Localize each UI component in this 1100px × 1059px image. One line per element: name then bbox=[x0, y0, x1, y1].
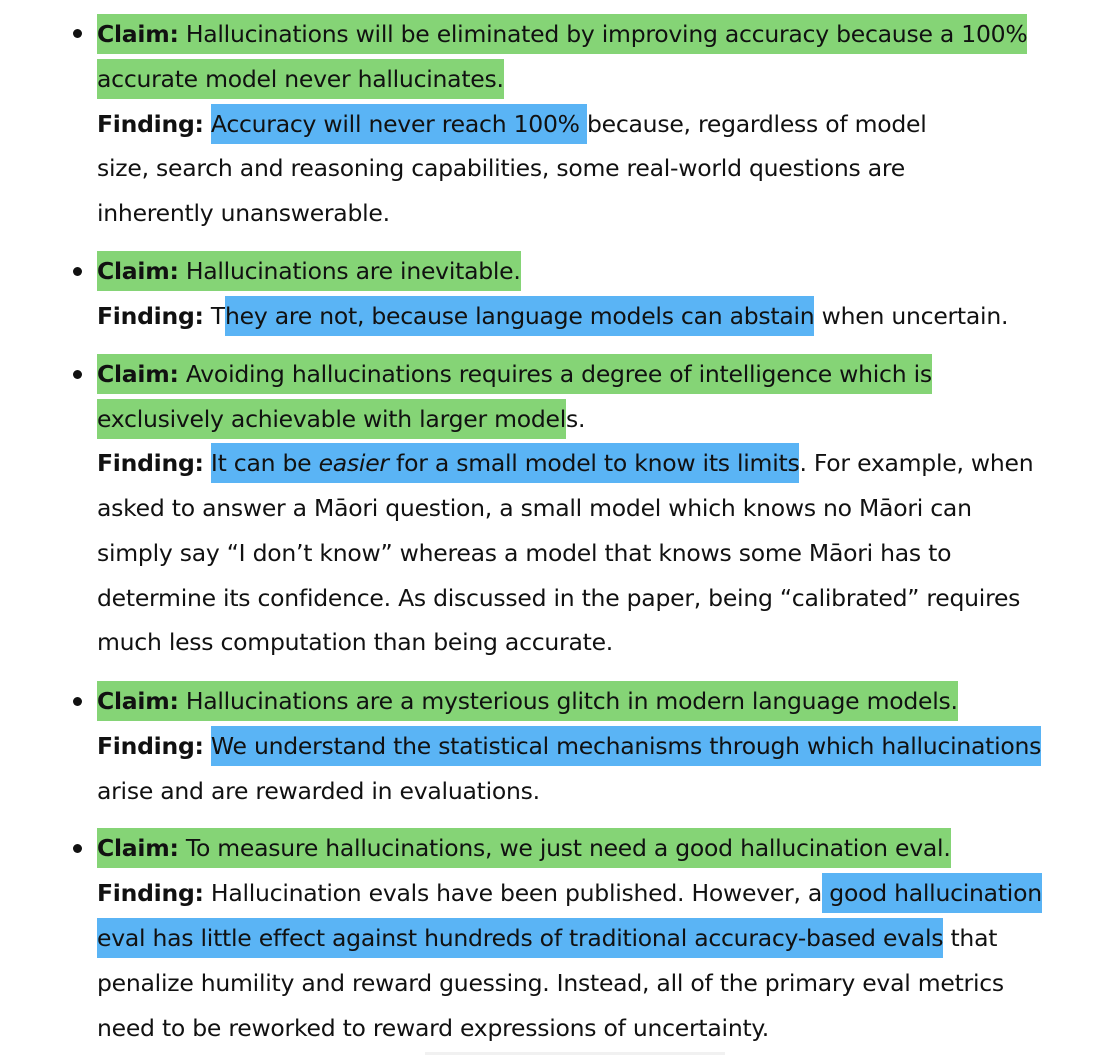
claim-line bbox=[97, 397, 585, 442]
claim-label: Claim: bbox=[97, 20, 179, 48]
finding-label: Finding: bbox=[97, 302, 204, 330]
finding-text: T bbox=[203, 302, 225, 330]
finding-label: Finding: bbox=[97, 879, 204, 907]
finding-line bbox=[97, 1006, 769, 1051]
finding-line bbox=[97, 620, 613, 665]
claim-text: Avoiding hallucinations requires a degree of intelligence which is bbox=[178, 360, 932, 388]
claim-label: Claim: bbox=[97, 687, 179, 715]
claim-highlight: exclusively achievable with larger model bbox=[97, 399, 566, 439]
finding-emphasis: easier bbox=[318, 449, 389, 477]
finding-line bbox=[97, 191, 390, 236]
claim-text: Hallucinations are inevitable. bbox=[178, 257, 521, 285]
finding-line bbox=[97, 916, 997, 961]
claim-text: To measure hallucinations, we just need a good hallucination eval. bbox=[178, 834, 951, 862]
claim-highlight bbox=[97, 354, 932, 394]
finding-line bbox=[97, 486, 972, 531]
finding-highlight: good hallucination bbox=[822, 873, 1042, 913]
claim-line bbox=[97, 826, 951, 871]
finding-highlight: We understand the statistical mechanisms through which hallucinations bbox=[211, 726, 1041, 766]
finding-text: inherently unanswerable. bbox=[97, 199, 390, 227]
finding-highlight: eval has little effect against hundreds of traditional accuracy-based evals bbox=[97, 918, 943, 958]
finding-highlight-text: for a small model to know its limits bbox=[388, 449, 800, 477]
finding-line bbox=[97, 769, 540, 814]
finding-line bbox=[97, 146, 905, 191]
bullet-marker bbox=[73, 697, 82, 706]
bullet-marker bbox=[73, 29, 82, 38]
claim-text: Hallucinations will be eliminated by improving accuracy because a 100% bbox=[178, 20, 1028, 48]
claim-line bbox=[97, 352, 932, 397]
finding-highlight-text: It can be bbox=[210, 449, 319, 477]
finding-line bbox=[97, 441, 1033, 486]
bullet-marker bbox=[73, 370, 82, 379]
finding-line bbox=[97, 724, 1041, 769]
claim-line bbox=[97, 12, 1027, 57]
finding-highlight: Accuracy will never reach 100% bbox=[211, 104, 587, 144]
finding-line bbox=[97, 871, 1042, 916]
finding-text: Hallucination evals have been published. However, a bbox=[203, 879, 823, 907]
claim-line bbox=[97, 679, 958, 724]
claim-highlight bbox=[97, 251, 521, 291]
finding-highlight: hey are not, because language models can abstain bbox=[225, 296, 814, 336]
finding-text: asked to answer a Māori question, a small model which knows no Māori can bbox=[97, 494, 972, 522]
finding-label: Finding: bbox=[97, 110, 204, 138]
finding-text: simply say “I don’t know” whereas a model that knows some Māori has to bbox=[97, 539, 952, 567]
finding-label: Finding: bbox=[97, 449, 204, 477]
claim-text: s. bbox=[566, 405, 586, 433]
finding-text: . For example, when bbox=[799, 449, 1034, 477]
finding-text: when uncertain. bbox=[814, 302, 1009, 330]
finding-line bbox=[97, 961, 1004, 1006]
finding-highlight bbox=[211, 443, 800, 483]
claim-line bbox=[97, 57, 504, 102]
finding-label: Finding: bbox=[97, 732, 204, 760]
finding-line bbox=[97, 102, 927, 147]
claim-label: Claim: bbox=[97, 360, 179, 388]
finding-text: arise and are rewarded in evaluations. bbox=[97, 777, 540, 805]
finding-text: size, search and reasoning capabilities, some real-world questions are bbox=[97, 154, 905, 182]
claim-highlight bbox=[97, 681, 958, 721]
claim-highlight bbox=[97, 828, 951, 868]
finding-line bbox=[97, 576, 1020, 621]
claim-label: Claim: bbox=[97, 257, 179, 285]
claim-label: Claim: bbox=[97, 834, 179, 862]
finding-line bbox=[97, 294, 1008, 339]
bullet-marker bbox=[73, 844, 82, 853]
finding-line bbox=[97, 531, 951, 576]
finding-text: because, regardless of model bbox=[586, 110, 927, 138]
claim-highlight bbox=[97, 14, 1027, 54]
finding-text: determine its confidence. As discussed in the paper, being “calibrated” requires bbox=[97, 584, 1021, 612]
bullet-marker bbox=[73, 267, 82, 276]
finding-text: penalize humility and reward guessing. Instead, all of the primary eval metrics bbox=[97, 969, 1004, 997]
claim-line bbox=[97, 249, 521, 294]
finding-text: need to be reworked to reward expressions of uncertainty. bbox=[97, 1014, 769, 1042]
claim-text: Hallucinations are a mysterious glitch in modern language models. bbox=[178, 687, 958, 715]
finding-text: much less computation than being accurate. bbox=[97, 628, 614, 656]
claim-highlight: accurate model never hallucinates. bbox=[97, 59, 504, 99]
finding-text: that bbox=[943, 924, 998, 952]
bottom-divider bbox=[425, 1052, 725, 1055]
